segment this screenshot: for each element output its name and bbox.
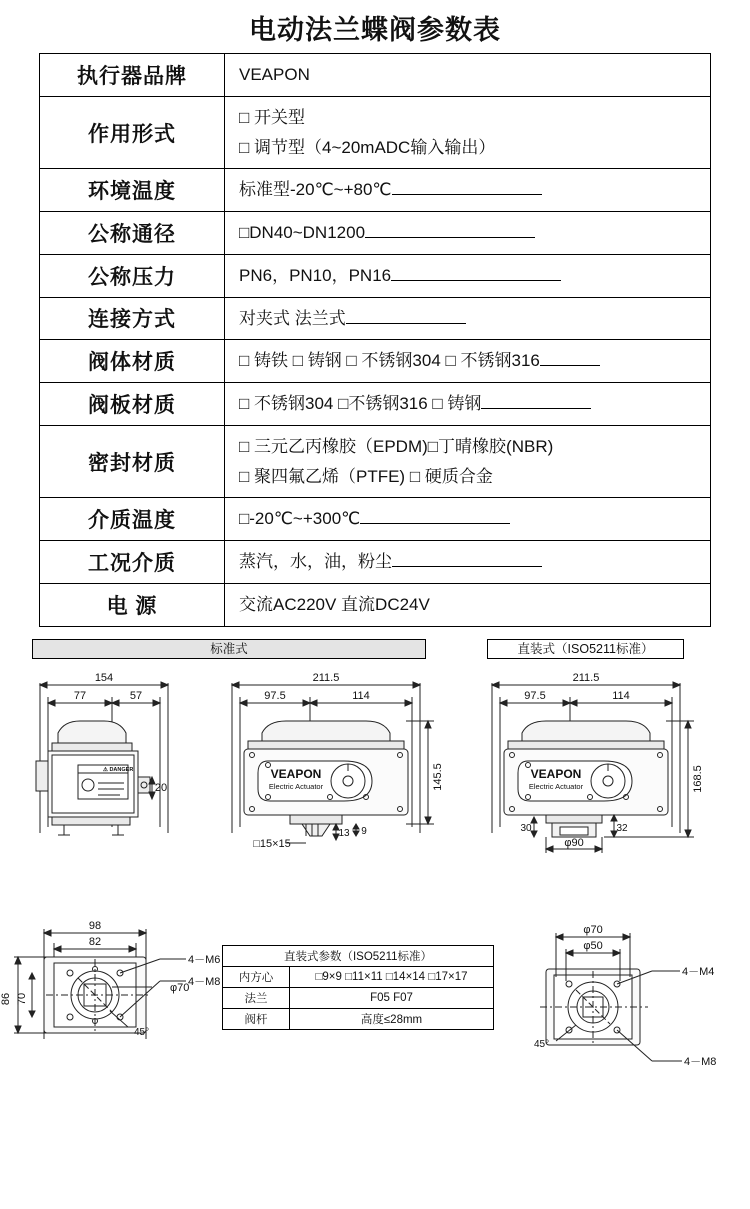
hole-m4: 4－M4 [682,965,715,978]
drawings-area [0,637,750,1097]
dim-70: 70 [16,992,28,1005]
row-label: 阀板材质 [40,383,225,426]
table-row [40,541,711,584]
value-text: □-20℃~+300℃ [239,509,361,529]
table-row [40,96,711,169]
brand-text: VEAPON [270,766,322,781]
fill-line [391,263,561,281]
row-value [225,383,711,426]
dim-114-r: 114 [612,689,630,702]
dim-145-5: 145.5 [432,762,444,791]
hole-m8-left: 4－M8 [188,975,221,988]
value-text-line2: □ 聚四氟乙烯（PTFE) □ 硬质合金 [239,466,493,486]
dim-98: 98 [88,919,102,932]
value-text: □DN40~DN1200 [239,223,366,242]
row-value [225,54,711,97]
table-row [40,212,711,255]
table-row [40,297,711,340]
dim-114: 114 [352,689,370,702]
dim-86: 86 [0,992,12,1005]
table-row [223,1008,494,1029]
dim-phi70-left: φ70 [170,981,190,994]
row-value [225,169,711,212]
row-value [225,541,711,584]
iso-row-name: 法兰 [223,987,290,1008]
table-row [40,583,711,626]
table-row [223,945,494,966]
value-text: □ 铸铁 □ 铸钢 □ 不锈钢304 □ 不锈钢316 [239,351,540,371]
brand-subtext: Electric Actuator [268,781,324,791]
row-label: 公称通径 [40,212,225,255]
iso-row-value: F05 F07 [290,987,494,1008]
value-text: □ 不锈钢304 □不锈钢316 □ 铸钢 [239,394,482,413]
dim-82: 82 [88,935,102,948]
value-text-line1: □ 开关型 [239,107,305,127]
fill-line [346,306,466,324]
value-text-line2: □ 调节型（4~20mADC输入输出） [239,137,496,157]
value-text: VEAPON [239,65,310,84]
row-label: 连接方式 [40,297,225,340]
table-row [40,340,711,383]
dim-77: 77 [73,689,87,702]
dim-154: 154 [94,671,114,684]
row-label: 公称压力 [40,254,225,297]
value-text-line1: □ 三元乙丙橡胶（EPDM)□丁晴橡胶(NBR) [239,436,554,456]
dim-phi50: φ50 [583,939,603,952]
fill-line [392,549,542,567]
value-text: 对夹式 法兰式 [239,308,346,328]
dim-97-5-r: 97.5 [524,689,546,702]
dim-32: 32 [616,822,628,834]
row-label: 作用形式 [40,96,225,169]
dim-168-5: 168.5 [692,764,704,793]
table-row [40,425,711,498]
table-row [223,987,494,1008]
row-label: 环境温度 [40,169,225,212]
row-label: 执行器品牌 [40,54,225,97]
dim-211-5-r: 211.5 [572,671,600,684]
fill-line [540,348,600,366]
dim-phi90: φ90 [564,836,584,849]
dim-square-15: □15×15 [253,837,291,850]
fill-line [365,220,535,238]
row-value [225,498,711,541]
fill-line [360,506,510,524]
table-row [40,254,711,297]
dim-13: 13 [338,827,350,839]
dim-30: 30 [520,822,532,834]
row-value [225,212,711,255]
iso-table-title: 直装式参数（ISO5211标准） [223,945,494,966]
value-text: 交流AC220V 直流DC24V [239,594,430,614]
brand-text: VEAPON [530,766,582,781]
value-text: 标准型-20℃~+80℃ [239,180,392,200]
drawing-header-standard: 标准式 [32,639,426,659]
brand-subtext: Electric Actuator [528,781,584,791]
iso-row-name: 阀杆 [223,1008,290,1029]
row-label: 电 源 [40,583,225,626]
hole-m6: 4－M6 [188,953,221,966]
row-value [225,254,711,297]
fill-line [392,177,542,195]
row-value [225,297,711,340]
row-label: 工况介质 [40,541,225,584]
value-text: 蒸汽，水，油，粉尘 [239,552,392,571]
row-value [225,340,711,383]
dim-9: 9 [361,825,367,837]
table-row [40,498,711,541]
hole-m8-right: 4－M8 [684,1055,717,1068]
table-row [40,54,711,97]
danger-text: ⚠ DANGER [103,766,134,773]
iso-row-name: 内方心 [223,966,290,987]
dim-57: 57 [129,689,143,702]
bottom-right-flange-view [540,933,682,1061]
fill-line [481,391,591,409]
drawing-header-direct: 直装式（ISO5211标准） [487,639,684,659]
middle-front-view [232,682,434,843]
dim-211-5: 211.5 [312,671,340,684]
iso-row-value: 高度≤28mm [290,1008,494,1029]
row-value [225,96,711,169]
dim-20: 20 [154,781,168,794]
iso-param-table [222,945,494,1030]
row-label: 阀体材质 [40,340,225,383]
table-row [40,383,711,426]
row-value [225,425,711,498]
table-row [223,966,494,987]
table-row [40,169,711,212]
row-label: 介质温度 [40,498,225,541]
spec-table [39,53,711,627]
page-title: 电动法兰蝶阀参数表 [249,15,501,45]
row-label: 密封材质 [40,425,225,498]
iso-row-value: □9×9 □11×11 □14×14 □17×17 [290,966,494,987]
dim-phi70-right: φ70 [583,923,603,936]
dim-97-5: 97.5 [264,689,286,702]
angle-45-left: 45° [134,1026,150,1038]
value-text: PN6，PN10，PN16 [239,265,392,285]
row-value [225,583,711,626]
left-side-view [36,682,168,835]
angle-45-right: 45° [534,1038,550,1050]
